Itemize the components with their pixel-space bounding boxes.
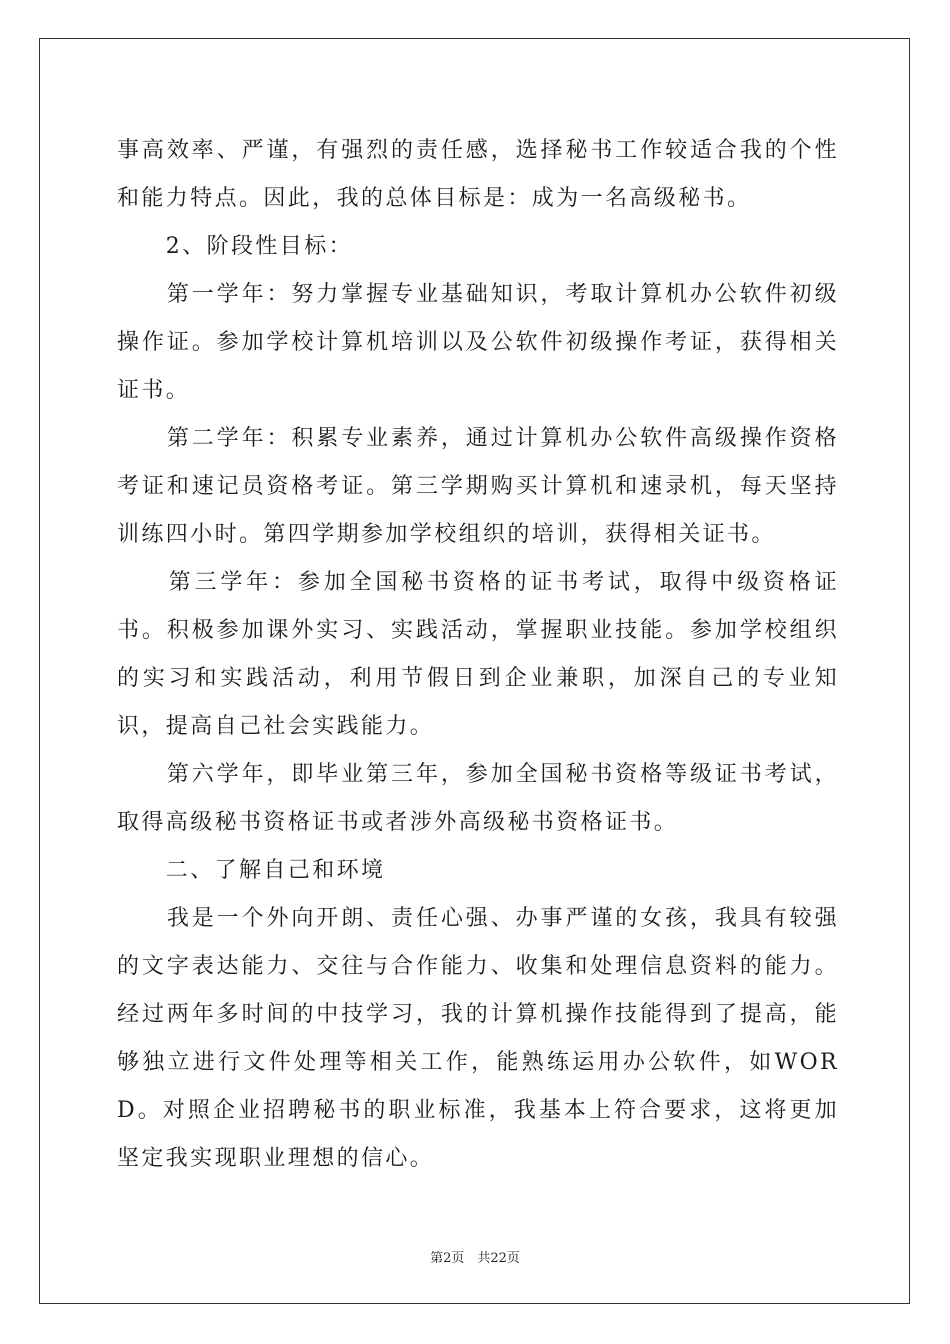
section-heading: 二、了解自己和环境	[117, 858, 386, 883]
paragraph: 第一学年：努力掌握专业基础知识，考取计算机办公软件初级操作证。参加学校计算机培训以及公软件初级操作考证，获得相关证书。	[117, 282, 839, 403]
paragraph: 第二学年：积累专业素养，通过计算机办公软件高级操作资格考证和速记员资格考证。第三学期购买计算机和速录机，每天坚持训练四小时。第四学期参加学校组织的培训，获得相关证书。	[117, 426, 839, 547]
paragraph: 事高效率、严谨，有强烈的责任感，选择秘书工作较适合我的个性和能力特点。因此，我的总体目标是：成为一名高级秘书。	[117, 138, 839, 211]
page-number-footer: 第2页 共22页	[430, 1251, 520, 1266]
section-heading: 2、阶段性目标：	[117, 234, 353, 259]
document-body	[117, 127, 839, 1183]
paragraph: 第六学年，即毕业第三年，参加全国秘书资格等级证书考试，取得高级秘书资格证书或者涉外高级秘书资格证书。	[117, 762, 839, 835]
paragraph: 第三学年：参加全国秘书资格的证书考试，取得中级资格证书。积极参加课外实习、实践活动，掌握职业技能。参加学校组织的实习和实践活动，利用节假日到企业兼职，加深自己的专业知识，提高自己社会实践能力。	[117, 570, 839, 739]
paragraph: 我是一个外向开朗、责任心强、办事严谨的女孩，我具有较强的文字表达能力、交往与合作能力、收集和处理信息资料的能力。经过两年多时间的中技学习，我的计算机操作技能得到了提高，能够独立进行文件处理等相关工作，能熟练运用办公软件，如WORD。对照企业招聘秘书的职业标准，我基本上符合要求，这将更加坚定我实现职业理想的信心。	[117, 906, 839, 1171]
